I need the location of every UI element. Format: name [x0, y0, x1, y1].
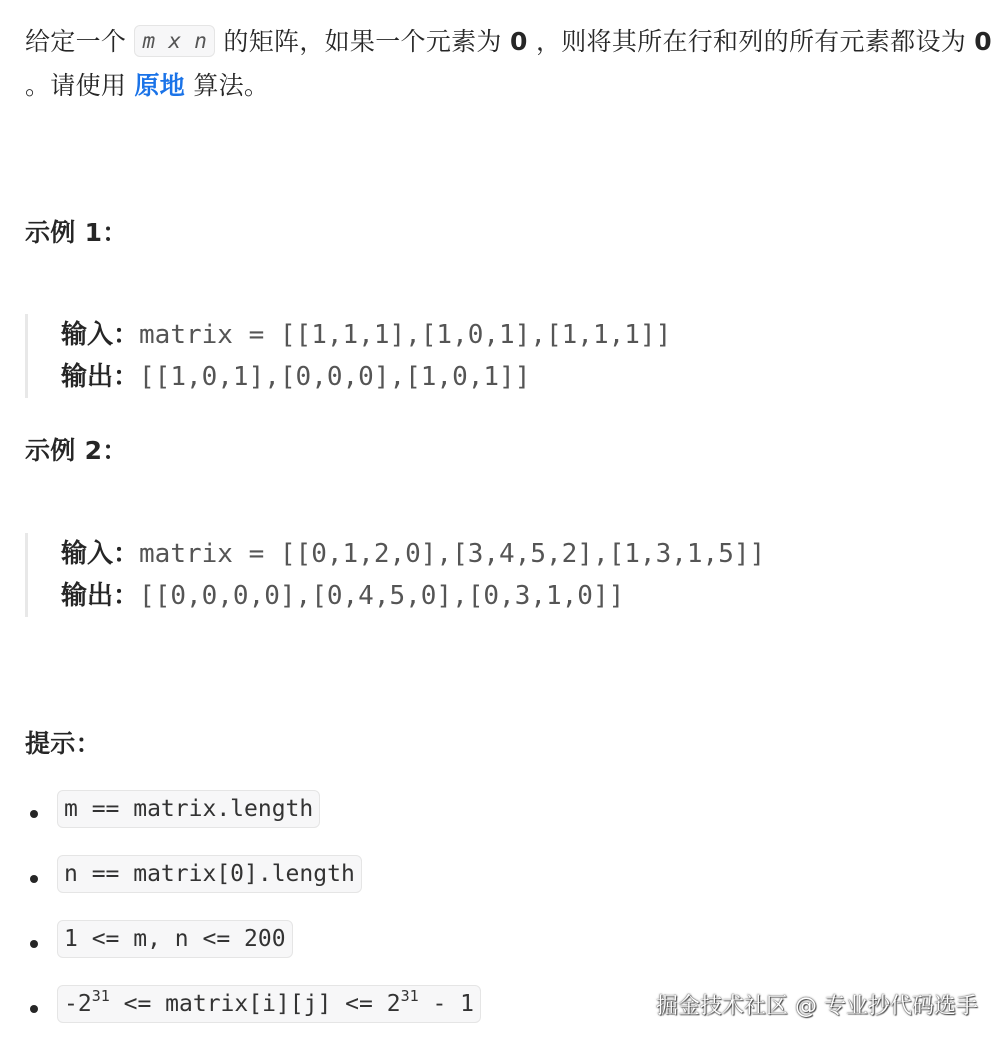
input-value: matrix = [[1,1,1],[1,0,1],[1,1,1]] [139, 320, 672, 350]
input-label: 输入： [61, 539, 140, 569]
list-item [30, 920, 481, 972]
bullet-icon [30, 810, 38, 818]
problem-description [25, 20, 1000, 108]
example-1-input [61, 314, 961, 356]
input-label: 输入： [61, 320, 140, 350]
exponent-2: 31 [400, 987, 419, 1005]
example-2-heading: 示例 2： [25, 436, 128, 465]
exponent-1: 31 [91, 987, 110, 1005]
hint-code-range [57, 985, 481, 1023]
desc-mid-3: 。请使用 [25, 71, 127, 100]
example-1-block [25, 314, 961, 398]
desc-zero-1: 0 [509, 27, 528, 56]
hints-heading: 提示： [25, 729, 101, 758]
list-item [30, 985, 481, 1037]
dims-code: m x n [134, 25, 215, 57]
bullet-icon [30, 940, 38, 948]
desc-intro: 给定一个 [25, 27, 127, 56]
example-2-block [25, 533, 961, 617]
desc-end: 算法。 [193, 71, 270, 100]
hint-code: n == matrix[0].length [57, 855, 362, 893]
range-post: - 1 [418, 991, 475, 1017]
range-pre: -2 [64, 991, 92, 1017]
input-value: matrix = [[0,1,2,0],[3,4,5,2],[1,3,1,5]] [139, 539, 766, 569]
example-1-output [61, 356, 961, 398]
output-value: [[1,0,1],[0,0,0],[1,0,1]] [139, 362, 531, 392]
bullet-icon [30, 875, 38, 883]
list-item [30, 790, 481, 842]
output-value: [[0,0,0,0],[0,4,5,0],[0,3,1,0]] [139, 581, 625, 611]
example-1-heading: 示例 1： [25, 218, 128, 247]
example-2-input [61, 533, 961, 575]
output-label: 输出： [61, 362, 140, 392]
bullet-icon [30, 1005, 38, 1013]
hint-code: 1 <= m, n <= 200 [57, 920, 293, 958]
desc-mid: 的矩阵，如果一个元素为 [223, 27, 502, 56]
hint-code: m == matrix.length [57, 790, 320, 828]
desc-zero-2: 0 [974, 27, 992, 56]
output-label: 输出： [61, 581, 140, 611]
in-place-link[interactable]: 原地 [134, 71, 186, 100]
range-mid: <= matrix[i][j] <= 2 [109, 991, 401, 1017]
watermark: 掘金技术社区 @ 专业抄代码选手 [656, 994, 978, 1019]
list-item [30, 855, 481, 907]
hints-list [30, 790, 481, 1050]
example-2-output [61, 575, 961, 617]
desc-mid-2: ，则将其所在行和列的所有元素都设为 [535, 27, 967, 56]
